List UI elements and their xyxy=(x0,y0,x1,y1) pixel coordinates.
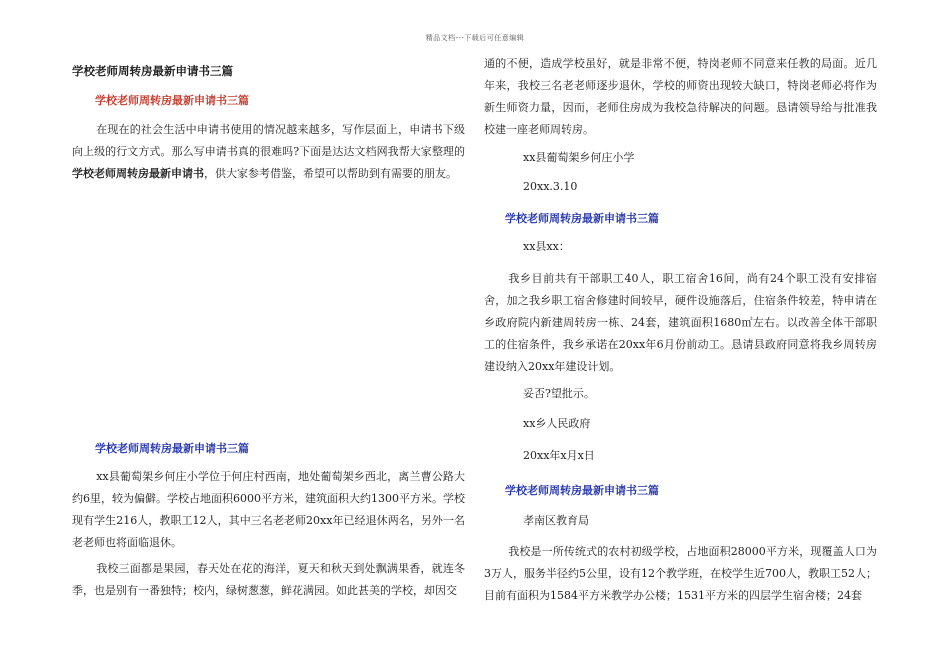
signature2-org: xx乡人民政府 xyxy=(523,417,591,430)
section3-title: 学校老师周转房最新申请书三篇 xyxy=(505,484,659,497)
signature1-org: xx县葡萄架乡何庄小学 xyxy=(523,151,635,164)
section2-addressee: xx县xx： xyxy=(523,240,570,253)
section2-title: 学校老师周转房最新申请书三篇 xyxy=(505,212,659,225)
signature1-date: 20xx.3.10 xyxy=(523,180,578,193)
continued-paragraph: 通的不便，造成学校虽好，就是非常不便，特岗老师不同意来任教的局面。近几年来，我校三名老老师逐步退休，学校的师资出现较大缺口，特岗老师必将作为新生师资力量，因而，老师住房成为我校急待解决的问题。恳请领导给与批准我校建一座老师周转房。 xyxy=(484,57,877,136)
signature2-date: 20xx年x月x日 xyxy=(523,449,595,462)
intro-text-part2: ，供大家参考借鉴，希望可以帮助到有需要的朋友。 xyxy=(204,167,457,180)
document-title: 学校老师周转房最新申请书三篇 xyxy=(72,64,233,78)
intro-bold-text: 学校老师周转房最新申请书 xyxy=(72,167,204,180)
section1-paragraph1: xx县葡萄架乡何庄小学位于何庄村西南，地处葡萄架乡西北，离兰曹公路大约6里，较为偏僻。学校占地面积6000平方米，建筑面积大约1300平方米。学校现有学生216人，教职工12人，其中三名老老师20xx年已经退休两名，另外一名老老师也将面临退休。 xyxy=(72,470,465,549)
section1-paragraph2: 我校三面都是果园，春天处在花的海洋，夏天和秋天到处飘满果香，就连冬季，也是别有一番独特；校内，绿树葱葱，鲜花满园。如此甚美的学校，却因交 xyxy=(72,562,465,597)
section3-addressee: 孝南区教育局 xyxy=(523,514,589,527)
intro-text-part1: 在现在的社会生活中申请书使用的情况越来越多，写作层面上，申请书下级向上级的行文方式。那么写申请书真的很难吗?下面是达达文档网我帮大家整理的 xyxy=(72,123,465,158)
page-header: 精品文档---下载后可任意编辑 xyxy=(425,34,525,42)
intro-paragraph xyxy=(72,119,465,185)
section2-closing: 妥否?望批示。 xyxy=(523,387,595,400)
section1-title: 学校老师周转房最新申请书三篇 xyxy=(95,442,249,455)
red-section-title: 学校老师周转房最新申请书三篇 xyxy=(95,94,249,107)
section3-paragraph: 我校是一所传统式的农村初级学校，占地面积28000平方米，现覆盖人口为3万人，服务半径约5公里，设有12个教学班，在校学生近700人，教职工52人；目前有面积为1584平方米教学办公楼；1531平方米的四层学生宿舍楼；24套 xyxy=(484,545,877,602)
section2-paragraph: 我乡目前共有干部职工40人，职工宿舍16间，尚有24个职工没有安排宿舍，加之我乡职工宿舍修建时间较早，硬件设施落后，住宿条件较差，特申请在乡政府院内新建周转房一栋、24套，建筑面积1680㎡左右。以改善全体干部职工的住宿条件，我乡承诺在20xx年6月份前动工。恳请县政府同意将我乡周转房建设纳入20xx年建设计划。 xyxy=(484,272,877,373)
